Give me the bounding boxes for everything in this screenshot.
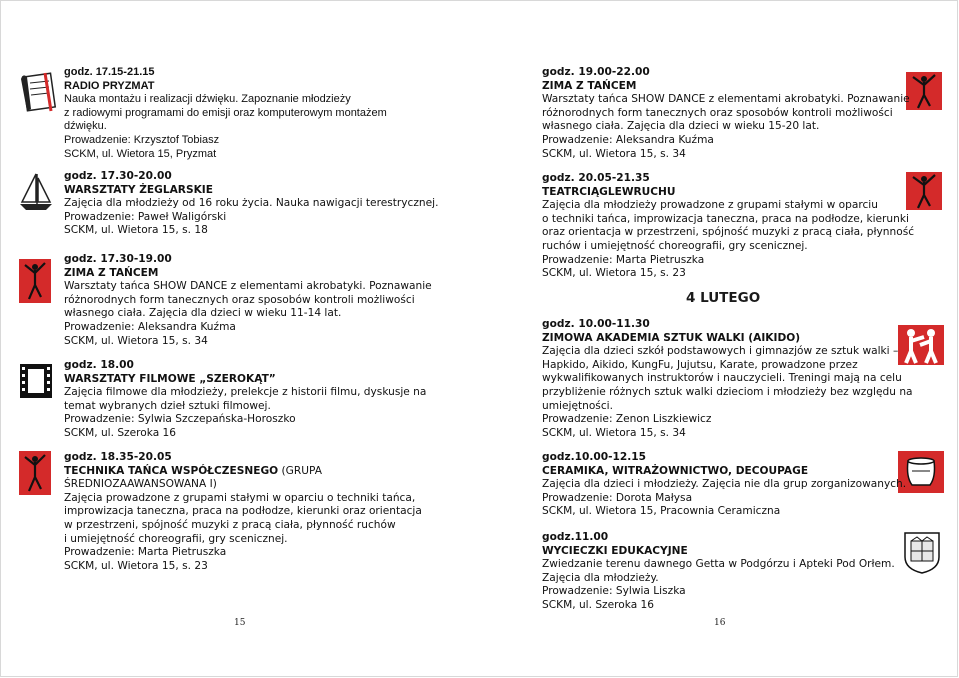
radio-writing-icon <box>17 71 59 115</box>
event-line: Prowadzenie: Paweł Waligórski <box>64 210 227 223</box>
event-line: ŚREDNIOZAAWANSOWANA I) <box>64 478 217 491</box>
event-line: o techniki tańca, improwizacja taneczna, praca na podłodze, kierunki <box>542 212 909 225</box>
event-title: WYCIECZKI EDUKACYJNE <box>542 544 688 557</box>
event-line: ruchów i umiejętność choreografii, gry scenicznej. <box>542 239 808 252</box>
event-warsztaty-filmowe <box>64 359 426 441</box>
event-zima-z-tancem-2 <box>542 66 910 161</box>
event-line: SCKM, ul. Wietora 15, Pryzmat <box>64 147 217 160</box>
event-warsztaty-zeglarskie <box>64 170 438 238</box>
event-time: godz. 18.00 <box>64 359 134 371</box>
coat-of-arms-icon <box>903 531 941 575</box>
event-title: TECHNIKA TAŃCA WSPÓŁCZESNEGO <box>64 464 279 477</box>
event-line: przybliżenie różnych sztuk walki dzieciom i młodzieży bez względu na <box>542 385 913 398</box>
event-line: wykwalifikowanych instruktorów i nauczycieli. Treningi mają na celu <box>542 372 902 385</box>
event-time: godz. 17.30-19.00 <box>64 253 172 265</box>
event-title: WARSZTATY ŻEGLARSKIE <box>64 183 213 196</box>
event-time: godz. 19.00-22.00 <box>542 66 650 78</box>
page-number-right: 16 <box>714 618 726 628</box>
event-line: Zajęcia filmowe dla młodzieży, prelekcje z historii filmu, dyskusje na <box>64 386 427 399</box>
event-line: Prowadzenie: Dorota Małysa <box>542 491 693 504</box>
event-line: Prowadzenie: Sylwia Szczepańska-Horoszko <box>64 413 296 426</box>
event-title: CERAMIKA, WITRAŻOWNICTWO, DECOUPAGE <box>542 464 809 477</box>
event-line: dźwięku. <box>64 120 107 133</box>
event-line: Prowadzenie: Sylwia Liszka <box>542 585 686 598</box>
event-line: własnego ciała. Zajęcia dla dzieci w wieku 15-20 lat. <box>542 120 820 133</box>
event-line: różnorodnych form tanecznych oraz sposobów kontroli możliwości <box>64 293 415 306</box>
event-line: SCKM, ul. Wietora 15, Pracownia Ceramiczna <box>542 505 781 518</box>
page-number-left: 15 <box>234 618 246 628</box>
event-line: SCKM, ul. Wietora 15, s. 34 <box>64 334 208 347</box>
event-line: Zwiedzanie terenu dawnego Getta w Podgórzu i Apteki Pod Orłem. <box>542 558 895 571</box>
event-line: SCKM, ul. Wietora 15, s. 34 <box>542 147 686 160</box>
event-zima-z-tancem-1 <box>64 253 432 348</box>
event-line: SCKM, ul. Wietora 15, s. 34 <box>542 426 686 439</box>
event-line: Zajęcia dla dzieci szkół podstawowych i gimnazjów ze sztuk walki – <box>542 345 899 358</box>
event-aikido <box>542 318 913 440</box>
event-line: z radiowymi programami do emisji oraz komputerowym montażem <box>64 106 387 119</box>
event-line: SCKM, ul. Wietora 15, s. 18 <box>64 224 208 237</box>
dancer-icon <box>19 259 51 303</box>
event-time: godz.11.00 <box>542 531 609 543</box>
event-title-suffix: (GRUPA <box>278 464 322 477</box>
event-line: i umiejętność choreografii, gry scenicznej. <box>64 532 288 545</box>
event-radio-pryzmat <box>64 66 387 161</box>
event-line: SCKM, ul. Szeroka 16 <box>542 598 655 611</box>
event-time: godz. 17.30-20.00 <box>64 170 172 182</box>
event-line: Prowadzenie: Zenon Liszkiewicz <box>542 413 712 426</box>
event-line: Warsztaty tańca SHOW DANCE z elementami akrobatyki. Poznawanie <box>64 280 432 293</box>
event-line: Zajęcia prowadzone z grupami stałymi w oparciu o techniki tańca, <box>64 491 416 504</box>
date-heading: 4 LUTEGO <box>686 290 761 306</box>
event-line: Prowadzenie: Marta Pietruszka <box>542 253 705 266</box>
event-title: ZIMA Z TAŃCEM <box>64 266 159 279</box>
event-time: godz.10.00-12.15 <box>542 451 647 463</box>
event-line: Zajęcia dla młodzieży od 16 roku życia. Nauka nawigacji terestrycznej. <box>64 197 439 210</box>
film-strip-icon <box>18 362 54 400</box>
event-line: Prowadzenie: Aleksandra Kuźma <box>64 320 236 333</box>
dancer-icon <box>19 451 51 495</box>
event-line: Prowadzenie: Aleksandra Kuźma <box>542 133 714 146</box>
event-line: Zajęcia dla młodzieży. <box>542 571 659 584</box>
event-ceramika <box>542 451 906 519</box>
event-line: własnego ciała. Zajęcia dla dzieci w wieku 11-14 lat. <box>64 307 342 320</box>
event-line: Zajęcia dla dzieci i młodzieży. Zajęcia nie dla grup zorganizowanych. <box>542 478 907 491</box>
event-line: temat wybranych dzieł sztuki filmowej. <box>64 399 271 412</box>
event-teatr <box>542 172 914 281</box>
event-line: improwizacja taneczna, praca na podłodze, kierunki oraz orientacja <box>64 505 422 518</box>
event-line: SCKM, ul. Wietora 15, s. 23 <box>64 559 208 572</box>
event-line: różnorodnych form tanecznych oraz sposobów kontroli możliwości <box>542 106 893 119</box>
event-line: Hapkido, Aikido, KungFu, Jujutsu, Karate, prowadzone przez <box>542 358 858 371</box>
event-line: oraz orientacja w przestrzeni, spójność muzyki z pracą ciała, płynność <box>542 226 915 239</box>
event-technika-tanca <box>64 451 422 573</box>
sailboat-icon <box>18 172 54 212</box>
event-line: umiejętności. <box>542 399 613 412</box>
event-line: SCKM, ul. Wietora 15, s. 23 <box>542 267 686 280</box>
event-time: godz. 20.05-21.35 <box>542 172 650 184</box>
event-line: Zajęcia dla młodzieży prowadzone z grupami stałymi w oparciu <box>542 199 878 212</box>
event-time: godz. 10.00-11.30 <box>542 318 650 330</box>
event-title: ZIMA Z TAŃCEM <box>542 79 637 92</box>
event-line: Prowadzenie: Krzysztof Tobiasz <box>64 133 220 146</box>
event-time: godz. 18.35-20.05 <box>64 451 172 463</box>
event-line: Nauka montażu i realizacji dźwięku. Zapoznanie młodzieży <box>64 93 351 106</box>
event-title: WARSZTATY FILMOWE „SZEROKĄT” <box>64 372 276 385</box>
event-line: w przestrzeni, spójność muzyki z pracą ciała, płynność ruchów <box>64 518 396 531</box>
event-line: Warsztaty tańca SHOW DANCE z elementami akrobatyki. Poznawanie <box>542 93 910 106</box>
event-wycieczki <box>542 531 895 613</box>
event-time: godz. 17.15-21.15 <box>64 66 155 78</box>
event-title: ZIMOWA AKADEMIA SZTUK WALKI (AIKIDO) <box>542 331 801 344</box>
event-line: Prowadzenie: Marta Pietruszka <box>64 546 227 559</box>
event-line: SCKM, ul. Szeroka 16 <box>64 426 177 439</box>
event-title: TEATRCIĄGLEWRUCHU <box>542 185 676 198</box>
event-title: RADIO PRYZMAT <box>64 79 155 92</box>
dancer-icon <box>906 72 942 110</box>
